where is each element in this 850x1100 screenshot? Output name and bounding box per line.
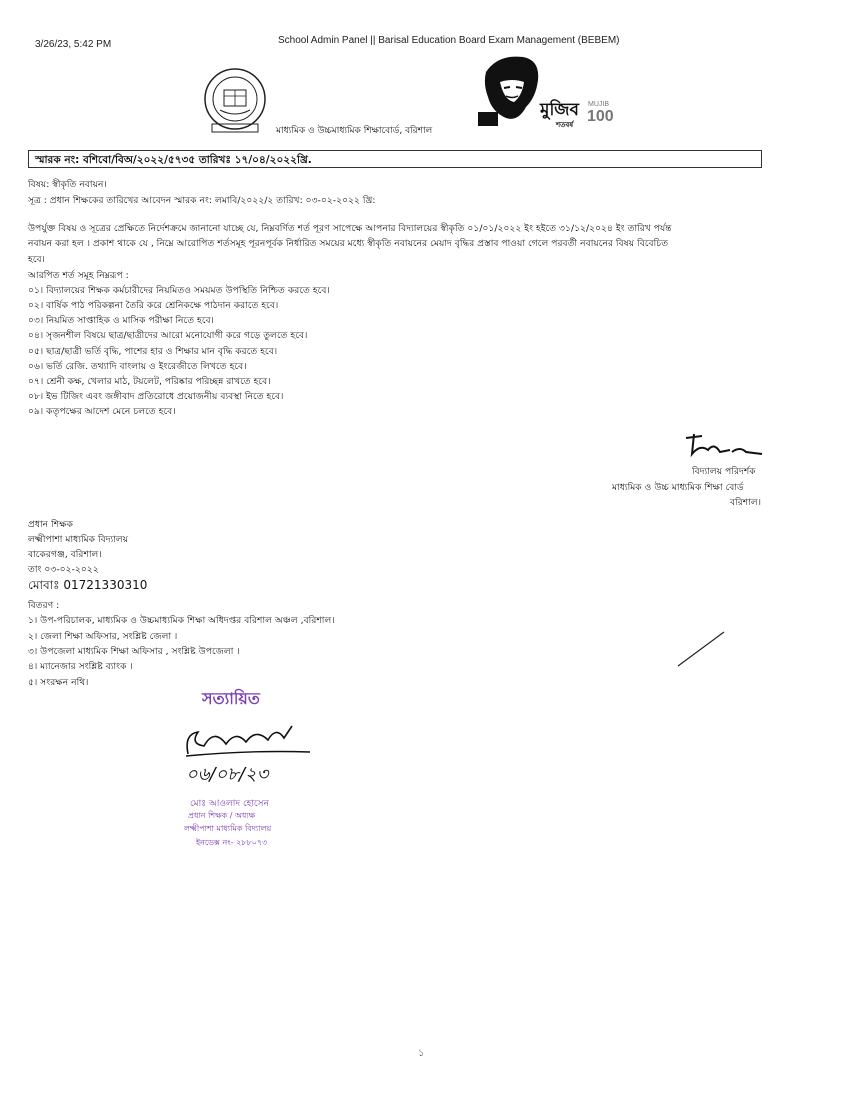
attester-index: ইনডেক্স নং- ২৮৮০৭৩ — [196, 838, 268, 847]
attester-signature — [180, 720, 340, 760]
page-number: ১ — [418, 1048, 425, 1059]
distribution-item: ৫। সংরক্ষন নথি। — [28, 677, 89, 688]
condition-item: ০৭। শ্রেনী কক্ষ, খেলার মাঠ, টয়লেট, পরিষ্কার পরিচ্ছন্ন রাখতে হবে। — [28, 376, 271, 387]
conditions-heading: আরপিত শর্ত সমূহ নিম্নরূপ : — [28, 270, 129, 281]
attested-stamp: সত্যায়িত — [202, 689, 260, 708]
recipient-school: লক্ষ্মীপাশা মাধ্যমিক বিদ্যালয় — [28, 534, 129, 545]
distribution-item: ১। উপ-পরিচালক, মাধ্যমিক ও উচ্চমাধ্যমিক শিক্ষা অধিদপ্তর বরিশাল অঞ্চল ,বরিশাল। — [28, 615, 335, 626]
condition-item: ০২। বার্ষিক পাঠ পরিকল্পনা তৈরি করে শ্রেনিকক্ষে পাঠদান করাতে হবে। — [28, 300, 279, 311]
condition-item: ০৫। ছাত্র/ছাত্রী ভর্তি বৃদ্ধি, পাশের হার ও শিক্ষার মান বৃদ্ধি করতে হবে। — [28, 346, 278, 357]
body-line-3: হবে। — [28, 254, 45, 265]
print-datetime: 3/26/23, 5:42 PM — [35, 39, 112, 50]
attester-name: মোঃ আওলাদ হোসেন — [190, 799, 269, 809]
condition-item: ০৮। ইভ টিজিং এবং জঙ্গীবাদ প্রতিরোধে প্রয়োজনীয় ব্যবস্থা নিতে হবে। — [28, 391, 284, 402]
source-line: সূত্র : প্রধান শিক্ষকের তারিখের আবেদন স্মারক নং: লমাবি/২০২২/২ তারিখ: ০৩-০২-২০২২ খ্রি: — [28, 195, 376, 206]
distribution-item: ৩। উপজেলা মাধ্যমিক শিক্ষা অফিসার , সংশ্লিষ্ট উপজেলা । — [28, 646, 240, 657]
signatory-org: মাধ্যমিক ও উচ্চ মাধ্যমিক শিক্ষা বোর্ড — [612, 482, 744, 493]
body-line-1: উপর্যুক্ত বিষয় ও সূত্রের প্রেক্ষিতে নির্দেশক্রমে জানানো যাচ্ছে যে, নিম্নবর্ণিত শর্ত পূরণ সাপেক্ষে আপনার বিদ্যালয়ের স্বীকৃতি ০১/০১/২০২২ ইং হইতে ৩১/১২/২০২৪ ইং তারিখ পর্যন্ত — [28, 223, 672, 234]
condition-item: ০৯। কতৃপক্ষের আদেশ মেনে চলতে হবে। — [28, 406, 176, 417]
recipient-address: বাকেরগঞ্জ, বরিশাল। — [28, 549, 102, 560]
recipient-date: তাং ০৩-০২-২০২২ — [28, 564, 99, 575]
signatory-city: বরিশাল। — [730, 497, 762, 508]
condition-item: ০৩। নিয়মিত সাপ্তাহিক ও মাসিক পরীক্ষা নিতে হবে। — [28, 315, 214, 326]
attester-school: লক্ষ্মীপাশা মাধ্যমিক বিদ্যালয় — [184, 824, 272, 833]
board-seal-logo — [200, 66, 270, 136]
print-page-title: School Admin Panel || Barisal Education Board Exam Management (BEBEM) — [278, 35, 620, 46]
distribution-item: ৪। ম্যানেজার সংশ্লিষ্ট ব্যাংক । — [28, 661, 133, 672]
pen-mark — [676, 628, 726, 668]
mujib-text: মুজিব — [540, 100, 579, 120]
signatory-title: বিদ্যালয় পরিদর্শক — [692, 466, 756, 477]
mujib-sub: শতবর্ষ — [556, 121, 574, 129]
memo-reference: স্মারক নং: বশিবো/বিঅ/২০২২/৫৭৩৫ তারিখঃ ১৭/০৪/২০২২খ্রি. — [35, 154, 312, 166]
condition-item: ০৬। ভর্তি রেজি. তথ্যাদি বাংলায় ও ইংরেজীতে লিখতে হবে। — [28, 361, 247, 372]
distribution-heading: বিতরণ : — [28, 600, 60, 611]
inspector-signature — [680, 430, 770, 460]
memo-reference-box — [28, 150, 762, 168]
condition-item: ০১। বিদ্যালয়ের শিক্ষক কর্মচারীদের নিয়মিতও সময়মত উপস্থিতি নিশ্চিত করতে হবে। — [28, 285, 330, 296]
subject-line: বিষয়: স্বীকৃতি নবায়ন। — [28, 179, 107, 190]
mujib-100: 100 — [587, 108, 614, 125]
distribution-item: ২। জেলা শিক্ষা অফিসার, সংশ্লিষ্ট জেলা । — [28, 631, 178, 642]
attester-designation: প্রধান শিক্ষক / অধ্যক্ষ — [188, 811, 256, 820]
body-line-2: নবায়ন করা হল । প্রকাশ থাকে যে , নিম্নে আরোপিত শর্তসমূহ পূরনপূর্বক নির্ধারিত সময়ের মধ্যে স্বীকৃতি নবায়নের মেয়াদ বৃদ্ধির প্রস্তাব পাওয়া গেলে পরবর্তী নবায়নের বিষয় বিবেচিত — [28, 238, 669, 249]
handwritten-date: ০৬/০৮/২৩ — [186, 764, 269, 785]
recipient-mobile: মোবাঃ 01721330310 — [28, 578, 148, 592]
mujib-en: MUJIB — [588, 101, 609, 108]
condition-item: ০৪। সৃজনশীল বিষয়ে ছাত্র/ছাত্রীদের আরো মনোযোগী করে গড়ে তুলতে হবে। — [28, 330, 308, 341]
recipient-role: প্রধান শিক্ষক — [28, 519, 74, 530]
board-name: মাধ্যমিক ও উচ্চমাধ্যমিক শিক্ষাবোর্ড, বরিশাল — [276, 126, 433, 136]
